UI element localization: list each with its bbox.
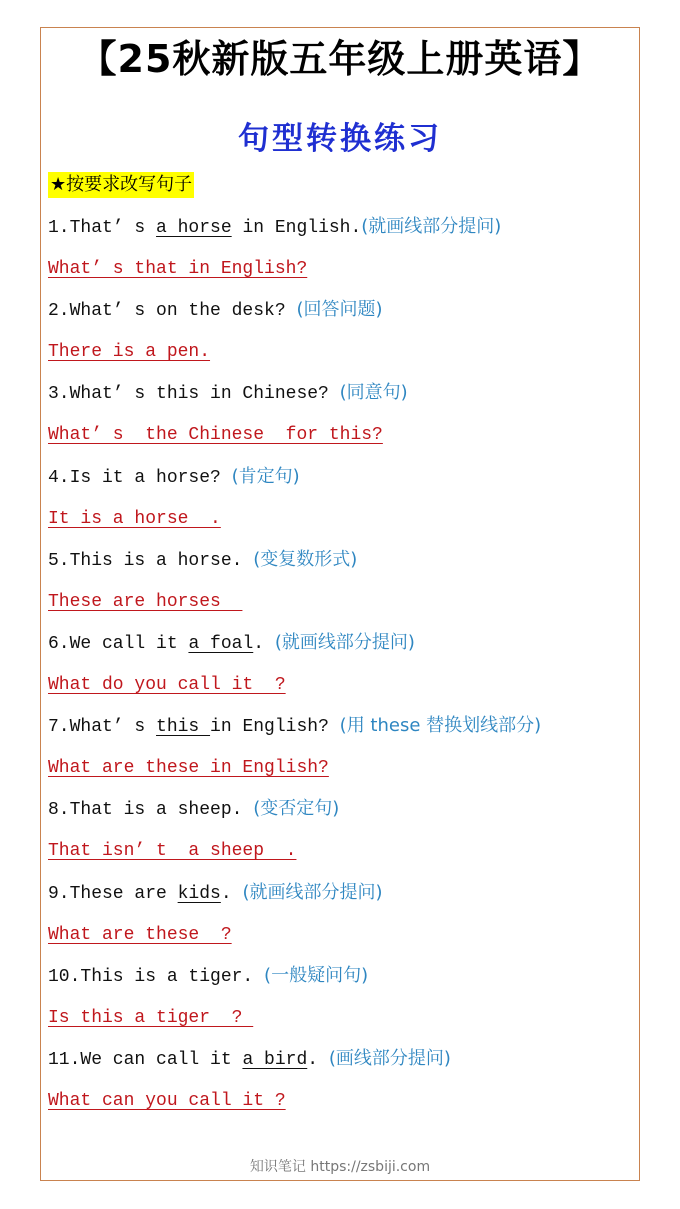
instruction-hint: (回答问题) (296, 299, 383, 320)
question-1 (48, 213, 501, 241)
answer-11: What can you call it ? (48, 1091, 286, 1111)
question-text-tail: in English? (210, 717, 340, 737)
question-4 (48, 463, 300, 491)
underlined-phrase: kids (177, 884, 221, 904)
question-2 (48, 296, 383, 324)
instruction-hint: (就画线部分提问) (361, 216, 502, 237)
instruction-hint: (用 these 替换划线部分) (339, 715, 542, 736)
instruction-hint: (变复数形式) (253, 549, 358, 570)
instruction-hint: (就画线部分提问) (242, 882, 383, 903)
answer-4: It is a horse . (48, 509, 221, 529)
question-text: 10.This is a tiger. (48, 967, 265, 987)
answer-3: What’ s the Chinese for this? (48, 425, 383, 445)
underlined-phrase: a foal (188, 634, 254, 654)
instruction-hint: (肯定句) (231, 466, 300, 487)
answer-10: Is this a tiger ? (48, 1008, 254, 1028)
question-text: 7.What’ s (48, 717, 157, 737)
instruction-hint: (一般疑问句) (264, 965, 369, 986)
instruction-hint: (就画线部分提问) (274, 632, 415, 653)
instruction-heading: ★按要求改写句子 (48, 172, 194, 198)
instruction-hint: (画线部分提问) (328, 1048, 451, 1069)
answer-8: That isn’ t a sheep . (48, 841, 297, 861)
instruction-hint: (同意句) (339, 382, 408, 403)
question-text: 4.Is it a horse? (48, 468, 232, 488)
answer-7: What are these in English? (48, 758, 329, 778)
question-3 (48, 379, 408, 407)
answer-2: There is a pen. (48, 342, 211, 362)
question-text: 1.That’ s (48, 218, 157, 238)
question-text-tail: . (307, 1050, 329, 1070)
answer-5: These are horses (48, 592, 243, 612)
question-text-tail: . (220, 884, 243, 904)
question-9 (48, 879, 383, 907)
underlined-phrase: a horse (156, 218, 232, 238)
answer-6: What do you call it ? (48, 675, 286, 695)
footer-watermark: 知识笔记 https://zsbiji.com (249, 1159, 431, 1175)
question-text: 5.This is a horse. (48, 551, 254, 571)
question-text-tail: . (253, 634, 275, 654)
question-7 (48, 712, 541, 740)
page-subtitle: 句型转换练习 (238, 121, 442, 157)
question-text: 11.We can call it (48, 1050, 243, 1070)
answer-9: What are these ? (48, 925, 232, 945)
question-8 (48, 795, 339, 823)
question-5 (48, 546, 357, 574)
question-text: 3.What’ s this in Chinese? (48, 384, 340, 404)
page-title: 【25秋新版五年级上册英语】 (78, 37, 602, 81)
question-11 (48, 1045, 451, 1073)
underlined-phrase: a bird (242, 1050, 308, 1070)
instruction-hint: (变否定句) (253, 798, 340, 819)
question-10 (48, 962, 368, 990)
question-text: 6.We call it (48, 634, 189, 654)
question-text: 9.These are (48, 884, 178, 904)
question-text-tail: in English. (231, 218, 362, 238)
question-text: 8.That is a sheep. (48, 800, 254, 820)
underlined-phrase: this (156, 717, 211, 737)
answer-1: What’ s that in English? (48, 259, 308, 279)
question-6 (48, 629, 415, 657)
question-text: 2.What’ s on the desk? (48, 301, 297, 321)
